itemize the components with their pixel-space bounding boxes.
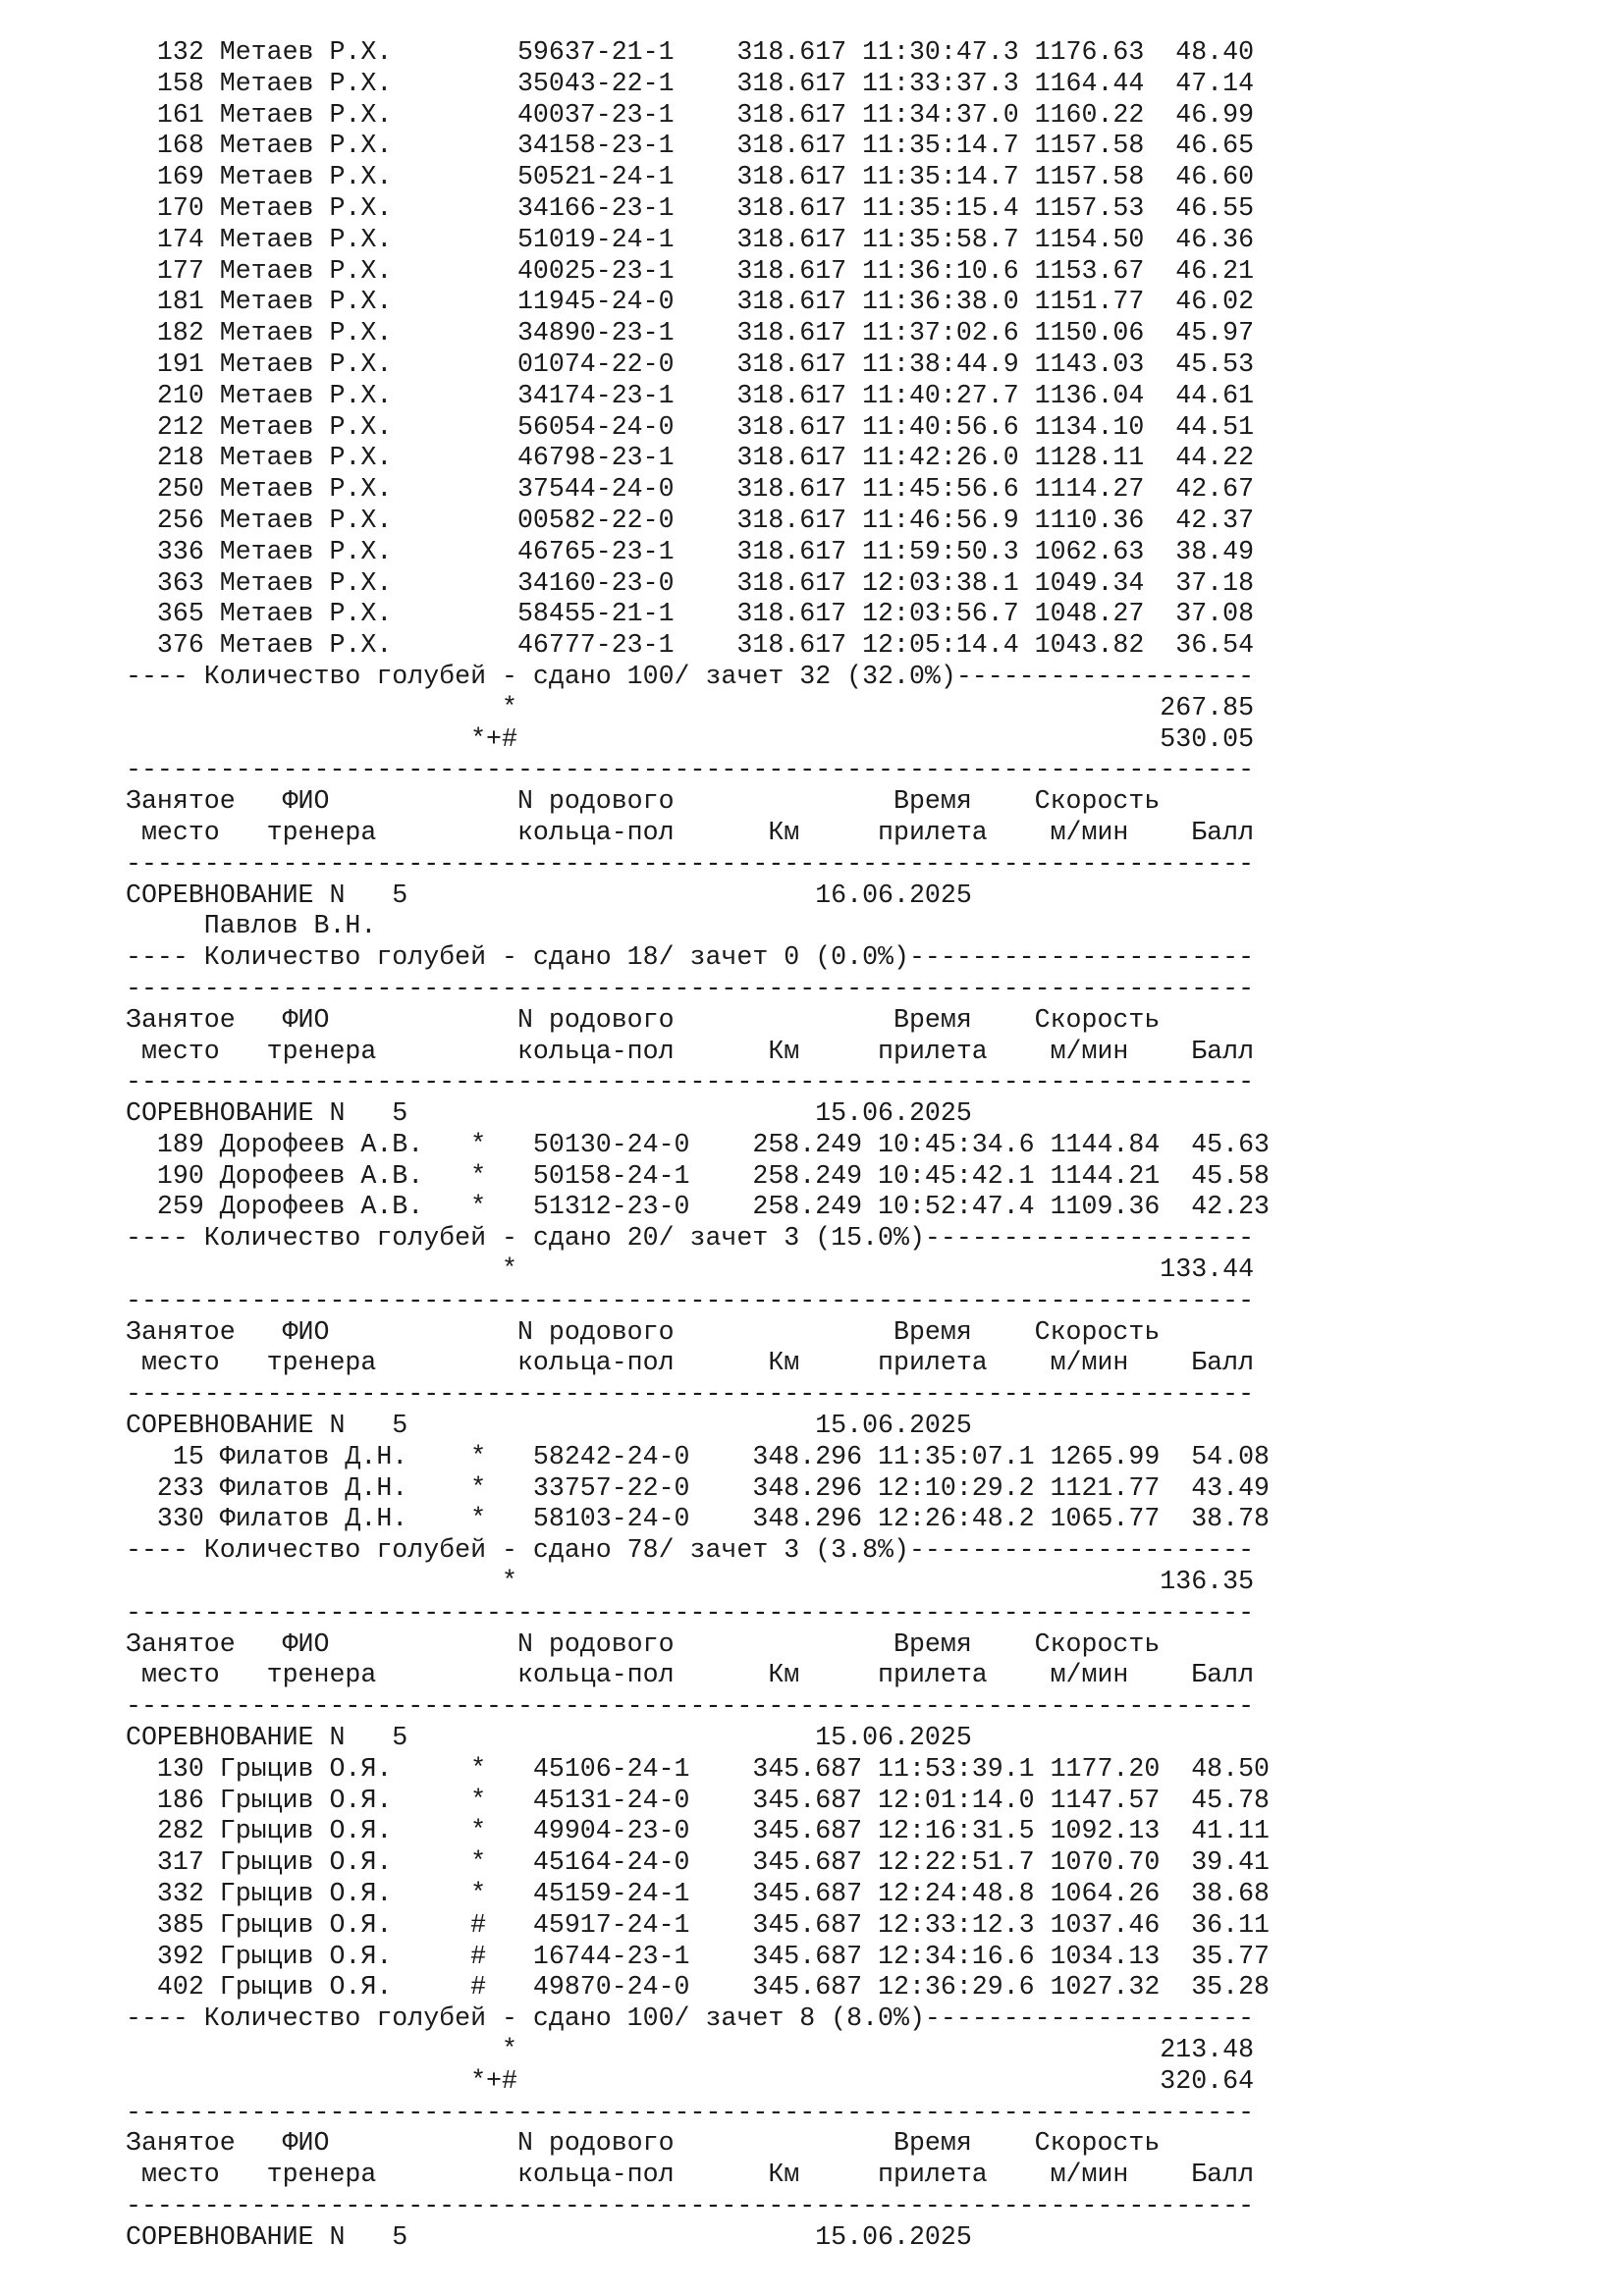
report-line: 191 Метаев Р.Х. 01074-22-0 318.617 11:38:44.9 1143.03 45.53 xyxy=(126,348,1255,379)
report-line: ---- Количество голубей - сдано 100/ зачет 32 (32.0%)------------------- xyxy=(126,661,1255,691)
report-line: 186 Грыцив О.Я. * 45131-24-0 345.687 12:01:14.0 1147.57 45.78 xyxy=(126,1785,1270,1815)
report-line: место тренера кольца-пол Км прилета м/мин Балл xyxy=(126,1348,1255,1378)
report-line: 218 Метаев Р.Х. 46798-23-1 318.617 11:42:26.0 1128.11 44.22 xyxy=(126,443,1255,473)
report-line: ------------------------------------------------------------------------ xyxy=(126,848,1255,879)
report-line: ------------------------------------------------------------------------ xyxy=(126,973,1255,1003)
report-line: 169 Метаев Р.Х. 50521-24-1 318.617 11:35:14.7 1157.58 46.60 xyxy=(126,162,1255,192)
report-line: 282 Грыцив О.Я. * 49904-23-0 345.687 12:16:31.5 1092.13 41.11 xyxy=(126,1816,1270,1846)
report-line: 161 Метаев Р.Х. 40037-23-1 318.617 11:34:37.0 1160.22 46.99 xyxy=(126,99,1255,130)
report-line: Павлов В.Н. xyxy=(126,911,377,941)
report-line: 168 Метаев Р.Х. 34158-23-1 318.617 11:35:14.7 1157.58 46.65 xyxy=(126,131,1255,161)
report-line: 330 Филатов Д.Н. * 58103-24-0 348.296 12:26:48.2 1065.77 38.78 xyxy=(126,1504,1270,1534)
report-line: 363 Метаев Р.Х. 34160-23-0 318.617 12:03:38.1 1049.34 37.18 xyxy=(126,567,1255,598)
report-line: ------------------------------------------------------------------------ xyxy=(126,1067,1255,1097)
report-line: СОРЕВНОВАНИЕ N 5 15.06.2025 xyxy=(126,2221,972,2252)
report-line: ------------------------------------------------------------------------ xyxy=(126,1285,1255,1315)
report-line: 402 Грыцив О.Я. # 49870-24-0 345.687 12:36:29.6 1027.32 35.28 xyxy=(126,1972,1270,2002)
report-line: СОРЕВНОВАНИЕ N 5 15.06.2025 xyxy=(126,1411,972,1441)
report-line: Занятое ФИО N родового Время Скорость xyxy=(126,1316,1161,1347)
report-line: 177 Метаев Р.Х. 40025-23-1 318.617 11:36:10.6 1153.67 46.21 xyxy=(126,255,1255,286)
report-line: 385 Грыцив О.Я. # 45917-24-1 345.687 12:33:12.3 1037.46 36.11 xyxy=(126,1909,1270,1940)
report-line: 189 Дорофеев А.В. * 50130-24-0 258.249 10:45:34.6 1144.84 45.63 xyxy=(126,1129,1270,1159)
report-line: * 213.48 xyxy=(126,2035,1255,2064)
report-line: 15 Филатов Д.Н. * 58242-24-0 348.296 11:35:07.1 1265.99 54.08 xyxy=(126,1441,1270,1471)
report-line: 130 Грыцив О.Я. * 45106-24-1 345.687 11:53:39.1 1177.20 48.50 xyxy=(126,1753,1270,1784)
report-line: место тренера кольца-пол Км прилета м/мин Балл xyxy=(126,1660,1255,1690)
report-line: место тренера кольца-пол Км прилета м/мин Балл xyxy=(126,2160,1255,2190)
report-line: 392 Грыцив О.Я. # 16744-23-1 345.687 12:34:16.6 1034.13 35.77 xyxy=(126,1941,1270,1971)
report-line: 210 Метаев Р.Х. 34174-23-1 318.617 11:40:27.7 1136.04 44.61 xyxy=(126,380,1255,410)
report-line: 250 Метаев Р.Х. 37544-24-0 318.617 11:45:56.6 1114.27 42.67 xyxy=(126,474,1255,505)
report-line: ---- Количество голубей - сдано 18/ зачет 0 (0.0%)---------------------- xyxy=(126,942,1255,973)
report-line: ---- Количество голубей - сдано 100/ зачет 8 (8.0%)--------------------- xyxy=(126,2003,1255,2034)
report-line: 256 Метаев Р.Х. 00582-22-0 318.617 11:46:56.9 1110.36 42.37 xyxy=(126,505,1255,535)
report-line: место тренера кольца-пол Км прилета м/мин Балл xyxy=(126,817,1255,847)
report-line: * 267.85 xyxy=(126,692,1255,722)
report-line: 336 Метаев Р.Х. 46765-23-1 318.617 11:59:50.3 1062.63 38.49 xyxy=(126,536,1255,566)
report-line: СОРЕВНОВАНИЕ N 5 15.06.2025 xyxy=(126,1098,972,1129)
report-line: ------------------------------------------------------------------------ xyxy=(126,2097,1255,2127)
report-line: * 133.44 xyxy=(126,1255,1255,1285)
report-line: СОРЕВНОВАНИЕ N 5 15.06.2025 xyxy=(126,1723,972,1753)
report-line: 170 Метаев Р.Х. 34166-23-1 318.617 11:35:15.4 1157.53 46.55 xyxy=(126,192,1255,223)
report-line: 317 Грыцив О.Я. * 45164-24-0 345.687 12:22:51.7 1070.70 39.41 xyxy=(126,1847,1270,1878)
report-line: Занятое ФИО N родового Время Скорость xyxy=(126,1629,1161,1659)
report-line: Занятое ФИО N родового Время Скорость xyxy=(126,2128,1161,2159)
report-line: ------------------------------------------------------------------------ xyxy=(126,1597,1255,1628)
report-line: 365 Метаев Р.Х. 58455-21-1 318.617 12:03:56.7 1048.27 37.08 xyxy=(126,599,1255,629)
report-line: 181 Метаев Р.Х. 11945-24-0 318.617 11:36:38.0 1151.77 46.02 xyxy=(126,287,1255,317)
report-line: 212 Метаев Р.Х. 56054-24-0 318.617 11:40:56.6 1134.10 44.51 xyxy=(126,411,1255,442)
report-line: СОРЕВНОВАНИЕ N 5 16.06.2025 xyxy=(126,880,972,910)
report-line: * 136.35 xyxy=(126,1567,1255,1597)
report-line: 332 Грыцив О.Я. * 45159-24-1 345.687 12:24:48.8 1064.26 38.68 xyxy=(126,1879,1270,1909)
report-line: 233 Филатов Д.Н. * 33757-22-0 348.296 12:10:29.2 1121.77 43.49 xyxy=(126,1472,1270,1503)
report-line: Занятое ФИО N родового Время Скорость xyxy=(126,786,1161,817)
report-line: ------------------------------------------------------------------------ xyxy=(126,1379,1255,1410)
report-line: 376 Метаев Р.Х. 46777-23-1 318.617 12:05:14.4 1043.82 36.54 xyxy=(126,630,1255,661)
report-line: ---- Количество голубей - сдано 78/ зачет 3 (3.8%)---------------------- xyxy=(126,1535,1255,1566)
report-line: ------------------------------------------------------------------------ xyxy=(126,755,1255,785)
report-line: 190 Дорофеев А.В. * 50158-24-1 258.249 10:45:42.1 1144.21 45.58 xyxy=(126,1160,1270,1191)
report-line: ---- Количество голубей - сдано 20/ зачет 3 (15.0%)--------------------- xyxy=(126,1223,1255,1254)
report-line: 259 Дорофеев А.В. * 51312-23-0 258.249 10:52:47.4 1109.36 42.23 xyxy=(126,1192,1270,1222)
report-line: место тренера кольца-пол Км прилета м/мин Балл xyxy=(126,1036,1255,1066)
report-line: Занятое ФИО N родового Время Скорость xyxy=(126,1004,1161,1035)
report-line: 182 Метаев Р.Х. 34890-23-1 318.617 11:37:02.6 1150.06 45.97 xyxy=(126,318,1255,348)
report-line: ------------------------------------------------------------------------ xyxy=(126,2190,1255,2220)
report-line: ------------------------------------------------------------------------ xyxy=(126,1691,1255,1722)
report-line: 174 Метаев Р.Х. 51019-24-1 318.617 11:35:58.7 1154.50 46.36 xyxy=(126,224,1255,254)
report-line: *+# 320.64 xyxy=(126,2065,1255,2096)
report-line: *+# 530.05 xyxy=(126,723,1255,754)
report-printout xyxy=(126,37,1270,2254)
report-line: 158 Метаев Р.Х. 35043-22-1 318.617 11:33:37.3 1164.44 47.14 xyxy=(126,68,1255,98)
report-line: 132 Метаев Р.Х. 59637-21-1 318.617 11:30:47.3 1176.63 48.40 xyxy=(126,37,1255,67)
